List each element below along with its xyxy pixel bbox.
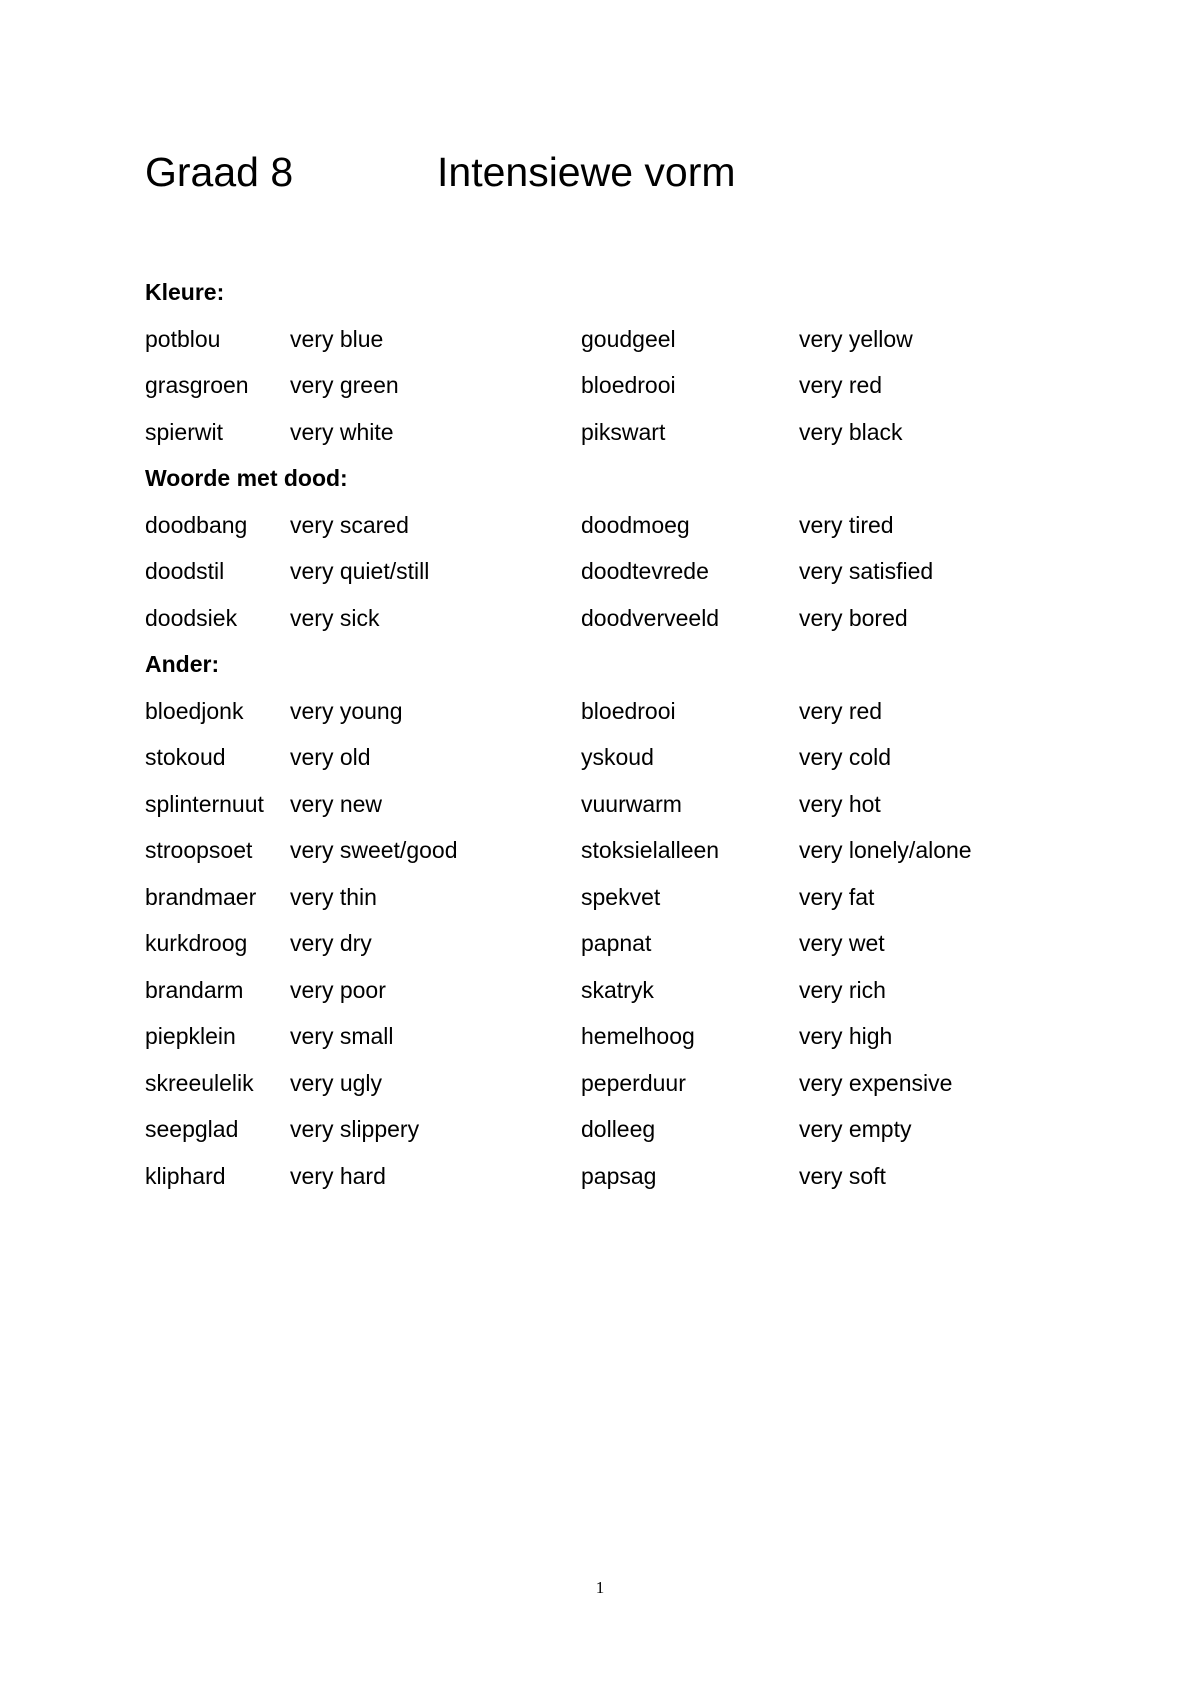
afrikaans-word: spekvet (581, 883, 661, 910)
english-meaning: very soft (799, 1162, 886, 1189)
english-meaning: very green (290, 372, 399, 398)
vocab-row (145, 734, 1065, 781)
title-topic: Intensiewe vorm (437, 149, 736, 195)
afrikaans-word: piepklein (145, 1023, 236, 1049)
english-meaning: very ugly (290, 1069, 383, 1096)
english-meaning: very white (290, 418, 394, 445)
afrikaans-word: pikswart (581, 418, 666, 445)
english-meaning: very hard (290, 1162, 386, 1189)
afrikaans-word: skatryk (581, 976, 654, 1003)
english-meaning: very poor (290, 976, 386, 1003)
afrikaans-word: seepglad (145, 1116, 239, 1142)
english-meaning: very expensive (799, 1069, 953, 1096)
english-meaning: very young (290, 697, 403, 724)
english-meaning: very bored (799, 604, 908, 631)
afrikaans-word: doodbang (145, 511, 248, 538)
english-meaning: very blue (290, 325, 384, 352)
afrikaans-word: stoksielalleen (581, 837, 720, 863)
afrikaans-word: brandmaer (145, 883, 257, 910)
english-meaning: very red (799, 697, 883, 724)
afrikaans-word: papsag (581, 1162, 657, 1189)
vocab-row (145, 688, 1065, 735)
english-meaning: very old (290, 744, 371, 770)
vocab-row (145, 781, 1065, 828)
vocab-row (145, 967, 1065, 1014)
vocab-row (145, 1060, 1065, 1107)
vocab-row (145, 1106, 1065, 1153)
afrikaans-word: doodtevrede (581, 558, 709, 584)
vocab-row (145, 316, 1065, 363)
afrikaans-word: brandarm (145, 976, 244, 1003)
english-meaning: very sweet/good (290, 837, 458, 863)
vocab-row (145, 362, 1065, 409)
afrikaans-word: bloedrooi (581, 697, 676, 724)
afrikaans-word: kurkdroog (145, 930, 248, 956)
afrikaans-word: stokoud (145, 744, 226, 770)
afrikaans-word: kliphard (145, 1162, 226, 1189)
english-meaning: very quiet/still (290, 558, 430, 584)
vocab-row (145, 595, 1065, 642)
vocabulary-list (145, 269, 1065, 1199)
afrikaans-word: doodverveeld (581, 604, 720, 631)
afrikaans-word: skreeulelik (145, 1069, 254, 1096)
english-meaning: very lonely/alone (799, 837, 972, 863)
afrikaans-word: grasgroen (145, 372, 249, 398)
vocab-row (145, 502, 1065, 549)
afrikaans-word: stroopsoet (145, 837, 253, 863)
afrikaans-word: bloedrooi (581, 372, 676, 398)
english-meaning: very tired (799, 511, 894, 538)
vocab-row (145, 920, 1065, 967)
title-grade: Graad 8 (145, 149, 294, 195)
section-heading-kleure: Kleure: (145, 279, 225, 305)
afrikaans-word: spierwit (145, 418, 223, 445)
afrikaans-word: doodmoeg (581, 511, 690, 538)
afrikaans-word: dolleeg (581, 1116, 656, 1142)
afrikaans-word: hemelhoog (581, 1023, 695, 1049)
vocab-row (145, 548, 1065, 595)
english-meaning: very empty (799, 1116, 912, 1142)
english-meaning: very dry (290, 930, 372, 956)
page-number: 1 (595, 1578, 605, 1597)
afrikaans-word: doodstil (145, 558, 225, 584)
english-meaning: very new (290, 790, 383, 817)
english-meaning: very small (290, 1023, 394, 1049)
english-meaning: very red (799, 372, 883, 398)
vocab-row (145, 1013, 1065, 1060)
afrikaans-word: goudgeel (581, 325, 676, 352)
afrikaans-word: papnat (581, 930, 652, 956)
english-meaning: very rich (799, 976, 886, 1003)
afrikaans-word: peperduur (581, 1069, 686, 1096)
english-meaning: very black (799, 418, 903, 445)
vocab-row (145, 874, 1065, 921)
english-meaning: very yellow (799, 325, 913, 352)
vocab-row (145, 409, 1065, 456)
afrikaans-word: vuurwarm (581, 790, 682, 817)
english-meaning: very sick (290, 604, 380, 631)
section-heading-ander: Ander: (145, 651, 220, 677)
english-meaning: very thin (290, 883, 377, 910)
english-meaning: very fat (799, 883, 875, 910)
afrikaans-word: splinternuut (145, 790, 264, 817)
afrikaans-word: bloedjonk (145, 697, 244, 724)
vocab-row (145, 827, 1065, 874)
afrikaans-word: yskoud (581, 744, 654, 770)
afrikaans-word: potblou (145, 325, 221, 352)
english-meaning: very scared (290, 511, 409, 538)
english-meaning: very slippery (290, 1116, 420, 1142)
english-meaning: very hot (799, 790, 881, 817)
english-meaning: very high (799, 1023, 893, 1049)
vocab-row (145, 1153, 1065, 1200)
english-meaning: very satisfied (799, 558, 934, 584)
english-meaning: very wet (799, 930, 885, 956)
english-meaning: very cold (799, 744, 892, 770)
section-heading-woorde-met-dood: Woorde met dood: (145, 465, 348, 491)
afrikaans-word: doodsiek (145, 604, 238, 631)
